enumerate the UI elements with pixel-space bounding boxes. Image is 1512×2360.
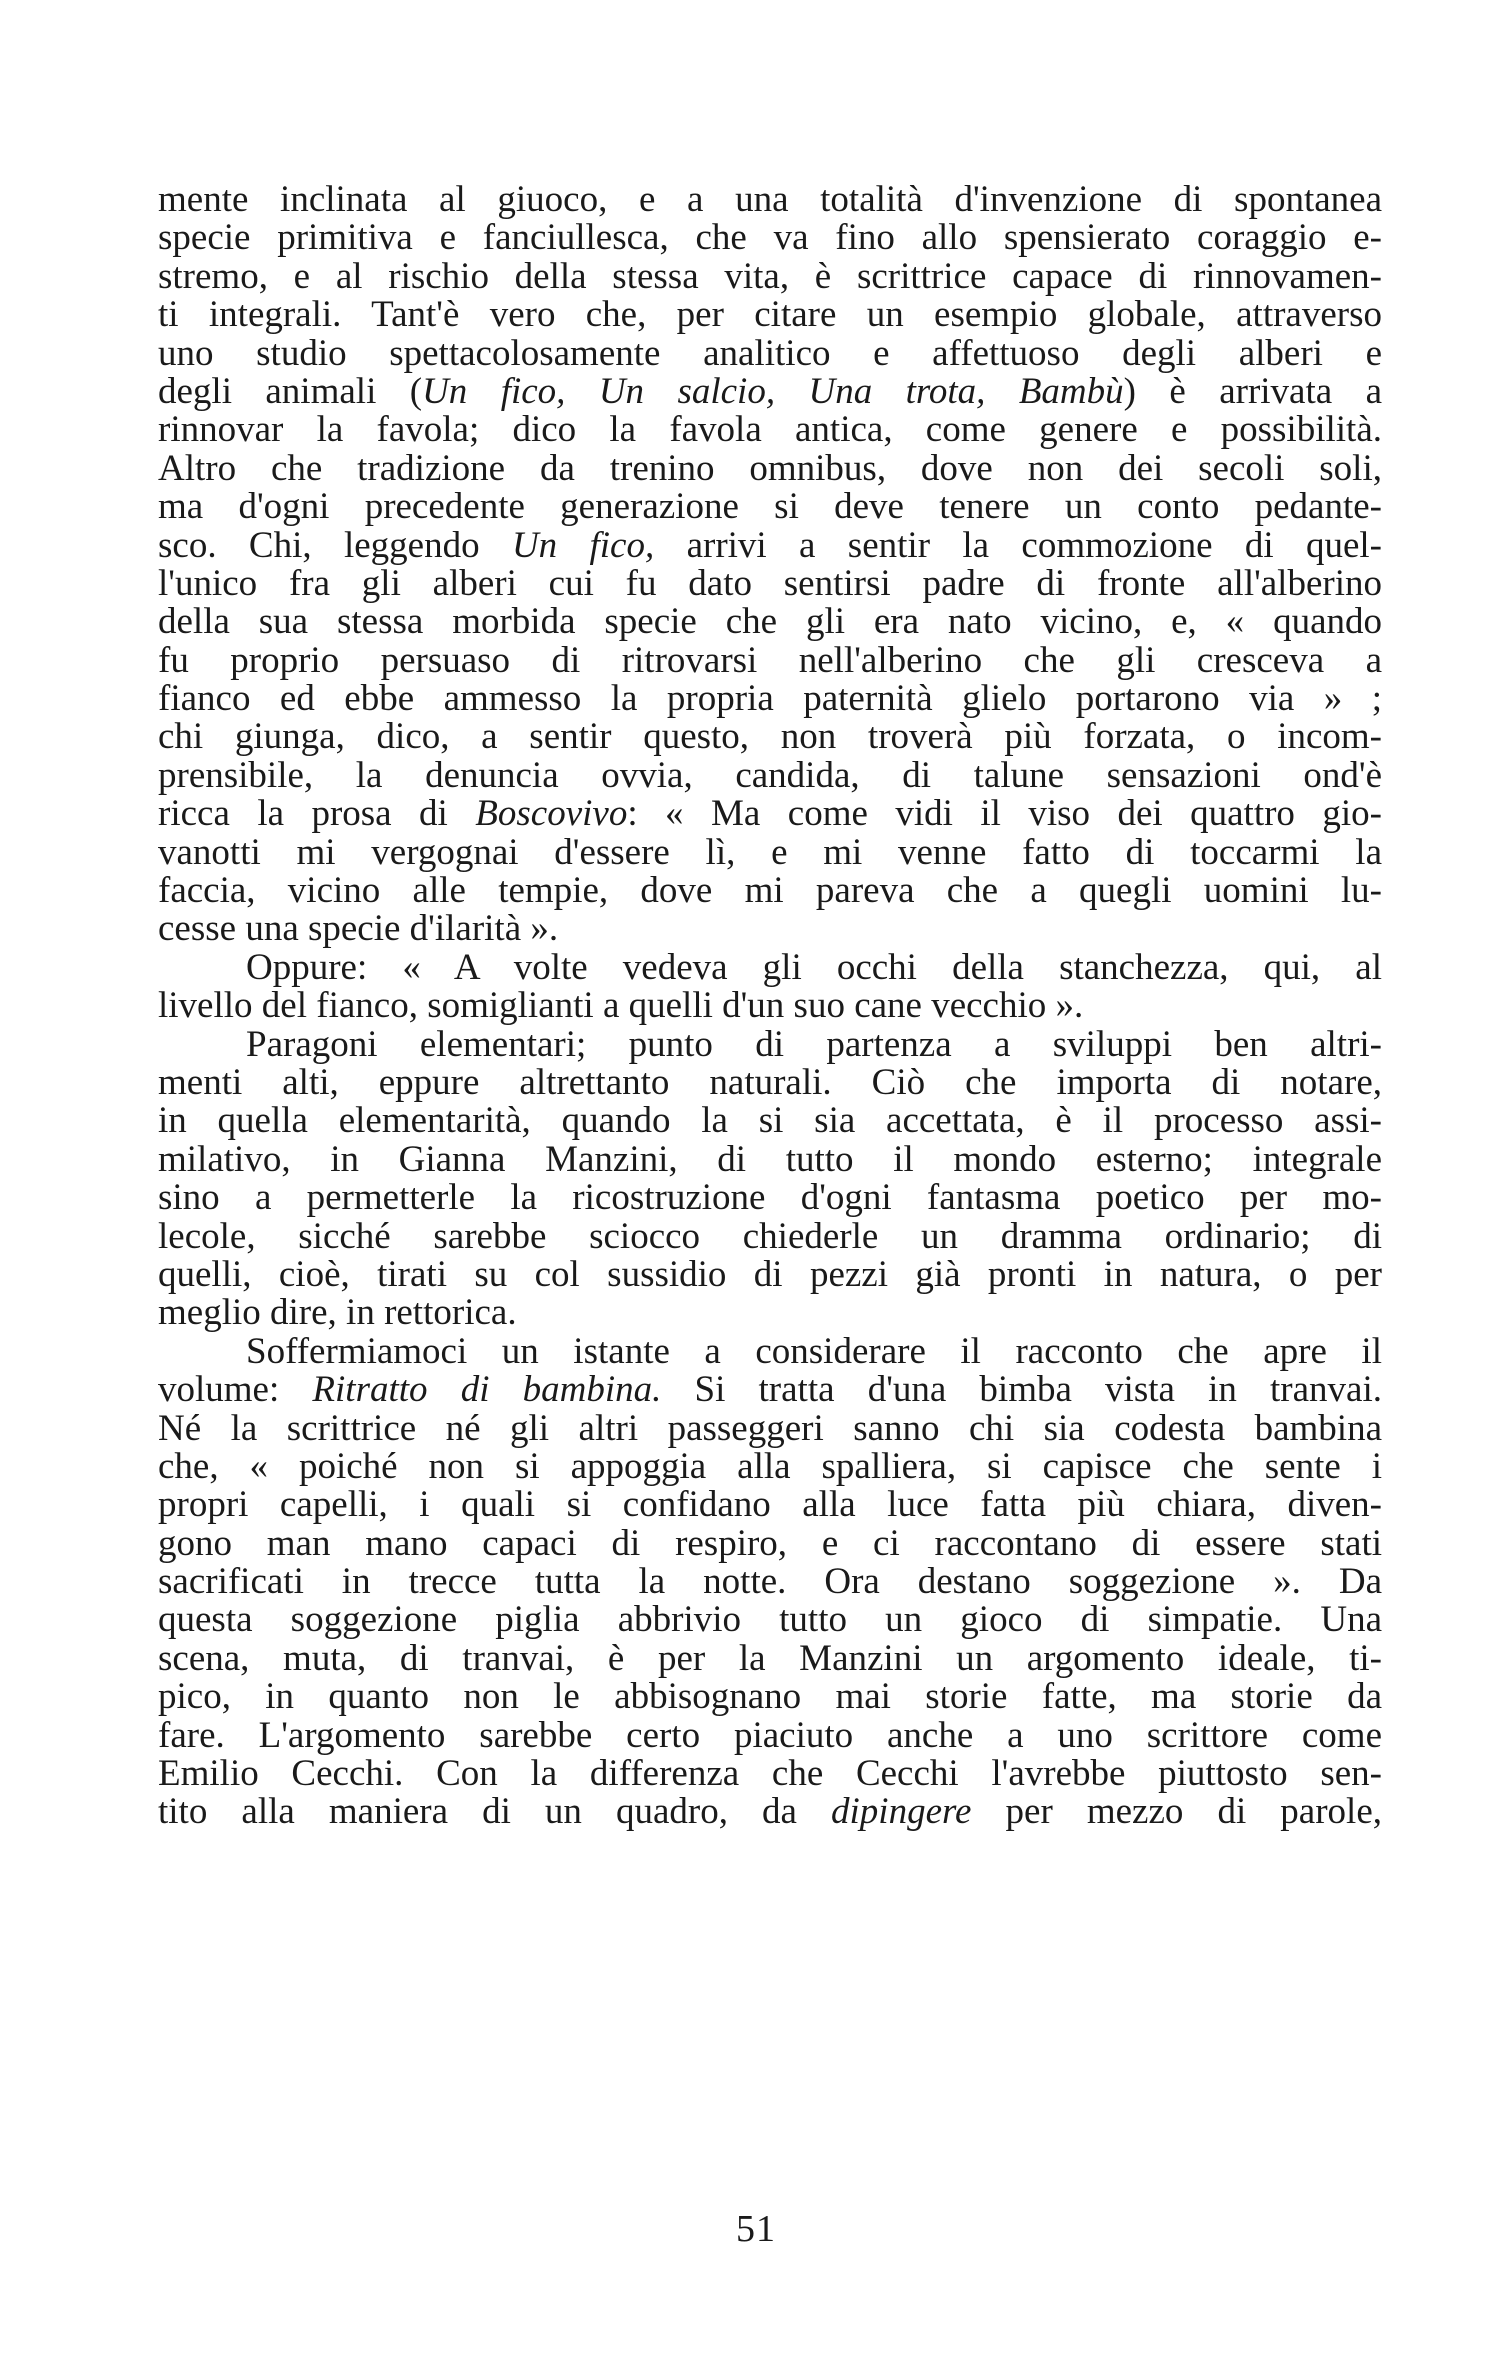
- text-run: Né la scrittrice né gli altri passeggeri sanno chi sia codesta bambina: [158, 1407, 1382, 1449]
- text-run: questa soggezione piglia abbrivio tutto un gioco di simpatie. Una: [158, 1599, 1382, 1641]
- page-body-text: [158, 181, 1382, 1832]
- text-run: sco. Chi, leggendo: [158, 524, 512, 566]
- page-number: 51: [736, 2208, 776, 2250]
- text-line: [158, 370, 1382, 412]
- text-line: [158, 1601, 1382, 1639]
- text-run: ti integrali. Tant'è vero che, per citare un esempio globale, attraverso: [158, 294, 1382, 336]
- text-line: [158, 1522, 1382, 1564]
- text-run: lecole, sicché sarebbe sciocco chiederle un dramma ordinario; di: [158, 1215, 1382, 1257]
- text-line: [158, 1678, 1382, 1716]
- text-run: degli animali (: [158, 370, 423, 412]
- text-run: : « Ma come vidi il viso dei quattro gio-: [627, 793, 1382, 835]
- text-line: [158, 488, 1382, 526]
- text-run: ) è arrivata a: [1123, 370, 1382, 412]
- text-run: faccia, vicino alle tempie, dove mi pareva che a quegli uomini lu-: [158, 870, 1382, 912]
- text-line: [158, 872, 1382, 910]
- text-line: [158, 332, 1382, 374]
- text-run: stremo, e al rischio della stessa vita, è scrittrice capace di rinnovamen-: [158, 255, 1382, 297]
- text-line: [158, 1102, 1382, 1140]
- text-run: gono man mano capaci di respiro, e ci raccontano di essere stati: [158, 1522, 1382, 1564]
- text-line: [158, 718, 1382, 756]
- text-run: specie primitiva e fanciullesca, che va fino allo spensierato coraggio e-: [158, 217, 1382, 259]
- paragraph: [158, 181, 1382, 949]
- text-line: [158, 1061, 1382, 1103]
- text-line: [158, 831, 1382, 873]
- text-run: rinnovar la favola; dico la favola antica, come genere e possibilità.: [158, 409, 1382, 451]
- paragraph: [158, 946, 1382, 1027]
- text-run: fare. L'argomento sarebbe certo piaciuto anche a uno scrittore come: [158, 1714, 1382, 1756]
- text-run: quelli, cioè, tirati su col sussidio di pezzi già pronti in natura, o per: [158, 1253, 1382, 1295]
- text-run: in quella elementarità, quando la si sia accettata, è il processo assi-: [158, 1100, 1382, 1142]
- text-line: [158, 1179, 1382, 1217]
- text-run: uno studio spettacolosamente analitico e affettuoso degli alberi e: [158, 332, 1382, 374]
- text-run: Si tratta d'una bimba vista in tranvai.: [661, 1369, 1382, 1411]
- text-run: chi giunga, dico, a sentir questo, non troverà più forzata, o incom-: [158, 716, 1382, 758]
- text-line: [158, 562, 1382, 604]
- paragraph: [158, 1330, 1382, 1833]
- text-line: [158, 1023, 1382, 1065]
- text-line: [158, 1714, 1382, 1756]
- text-line: [158, 795, 1382, 833]
- text-run: pico, in quanto non le abbisognano mai storie fatte, ma storie da: [158, 1676, 1382, 1718]
- text-line: [158, 411, 1382, 449]
- text-line: [158, 255, 1382, 297]
- text-line: [158, 1330, 1382, 1372]
- italic-title-run: dipingere: [831, 1791, 972, 1833]
- text-line: [158, 680, 1382, 718]
- text-line: [158, 1407, 1382, 1449]
- text-line: [158, 1563, 1382, 1601]
- text-run: Oppure: « A volte vedeva gli occhi della stanchezza, qui, al: [246, 946, 1382, 988]
- text-run: cesse una specie d'ilarità ».: [158, 908, 559, 950]
- text-line: [158, 1637, 1382, 1679]
- text-run: Emilio Cecchi. Con la differenza che Cecchi l'avrebbe piuttosto sen-: [158, 1753, 1382, 1795]
- text-run: Soffermiamoci un istante a considerare il racconto che apre il: [246, 1330, 1382, 1372]
- text-line: [158, 1755, 1382, 1793]
- text-line: [158, 603, 1382, 641]
- italic-title-run: Un fico, Un salcio, Una trota, Bambù: [422, 370, 1124, 412]
- text-run: tito alla maniera di un quadro, da: [158, 1791, 832, 1833]
- text-line: [158, 1253, 1382, 1295]
- text-line: [158, 1294, 1382, 1332]
- text-line: [158, 296, 1382, 334]
- text-line: [158, 524, 1382, 566]
- text-run: arrivi a sentir la commozione di quel-: [654, 524, 1382, 566]
- text-run: Paragoni elementari; punto di partenza a sviluppi ben altri-: [246, 1023, 1382, 1065]
- text-line: [158, 1371, 1382, 1409]
- text-run: scena, muta, di tranvai, è per la Manzini un argomento ideale, ti-: [158, 1637, 1382, 1679]
- italic-title-run: Ritratto di bambina.: [312, 1369, 662, 1411]
- text-run: livello del fianco, somiglianti a quelli d'un suo cane vecchio ».: [158, 985, 1084, 1027]
- text-line: [158, 1445, 1382, 1487]
- text-run: menti alti, eppure altrettanto naturali. Ciò che importa di notare,: [158, 1061, 1382, 1103]
- text-run: prensibile, la denuncia ovvia, candida, di talune sensazioni ond'è: [158, 754, 1382, 796]
- text-line: [158, 1486, 1382, 1524]
- text-run: per mezzo di parole,: [971, 1791, 1382, 1833]
- text-line: [158, 181, 1382, 219]
- text-run: ma d'ogni precedente generazione si deve tenere un conto pedante-: [158, 486, 1382, 528]
- italic-title-run: Un fico,: [511, 524, 655, 566]
- text-run: Altro che tradizione da trenino omnibus, dove non dei secoli soli,: [158, 447, 1382, 489]
- text-line: [158, 1138, 1382, 1180]
- text-line: [158, 639, 1382, 681]
- text-run: sacrificati in trecce tutta la notte. Ora destano soggezione ». Da: [158, 1561, 1382, 1603]
- text-run: milativo, in Gianna Manzini, di tutto il mondo esterno; integrale: [158, 1138, 1382, 1180]
- text-run: ricca la prosa di: [158, 793, 476, 835]
- text-line: [158, 1793, 1382, 1831]
- text-run: vanotti mi vergognai d'essere lì, e mi venne fatto di toccarmi la: [158, 831, 1382, 873]
- text-run: fianco ed ebbe ammesso la propria paternità glielo portarono via » ;: [158, 678, 1382, 720]
- paragraph: [158, 1023, 1382, 1334]
- text-run: l'unico fra gli alberi cui fu dato sentirsi padre di fronte all'alberino: [158, 562, 1382, 604]
- text-run: fu proprio persuaso di ritrovarsi nell'alberino che gli cresceva a: [158, 639, 1382, 681]
- text-line: [158, 219, 1382, 257]
- text-line: [158, 987, 1382, 1025]
- text-run: sino a permetterle la ricostruzione d'ogni fantasma poetico per mo-: [158, 1177, 1382, 1219]
- text-run: meglio dire, in rettorica.: [158, 1292, 517, 1334]
- text-run: della sua stessa morbida specie che gli era nato vicino, e, « quando: [158, 601, 1382, 643]
- text-line: [158, 910, 1382, 948]
- text-run: propri capelli, i quali si confidano alla luce fatta più chiara, diven-: [158, 1484, 1382, 1526]
- text-line: [158, 447, 1382, 489]
- text-run: mente inclinata al giuoco, e a una totalità d'invenzione di spontanea: [158, 179, 1382, 220]
- text-line: [158, 1215, 1382, 1257]
- text-line: [158, 946, 1382, 988]
- italic-title-run: Boscovivo: [475, 793, 628, 835]
- text-line: [158, 754, 1382, 796]
- text-run: che, « poiché non si appoggia alla spalliera, si capisce che sente i: [158, 1445, 1382, 1487]
- text-run: volume:: [158, 1369, 313, 1411]
